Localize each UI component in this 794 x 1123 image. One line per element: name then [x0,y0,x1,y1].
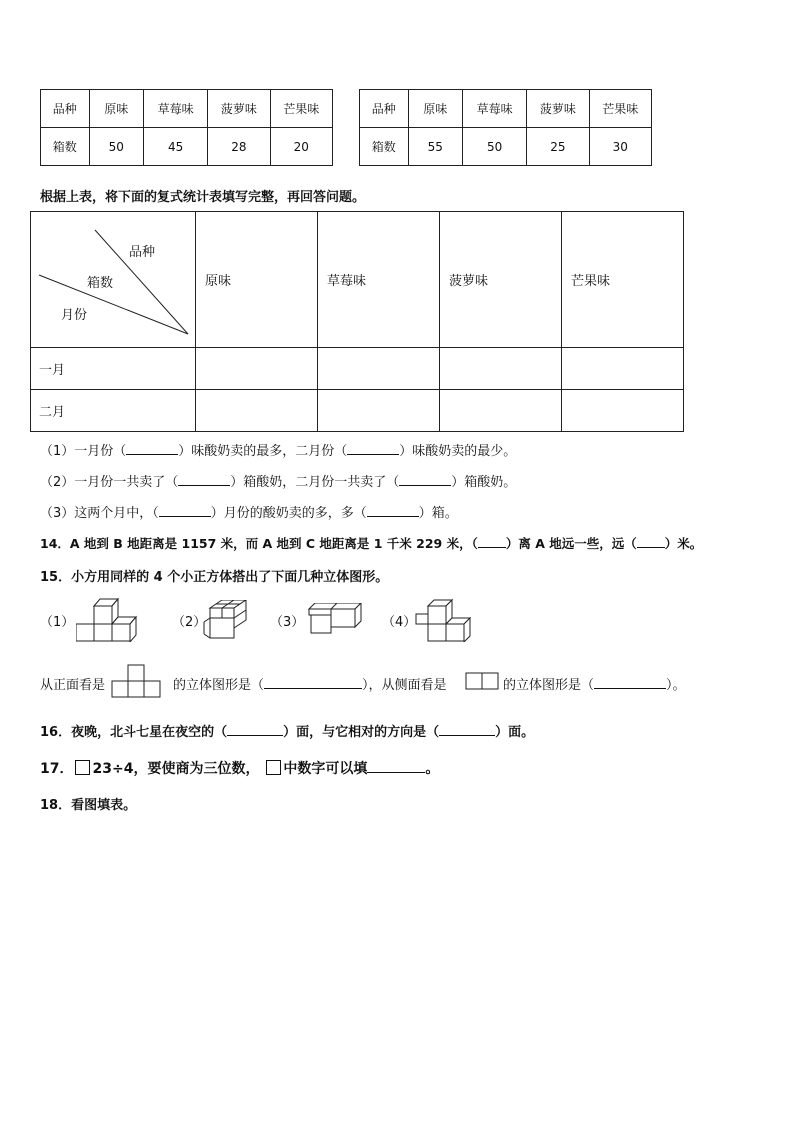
column-header: 菠萝味 [440,212,562,348]
answer-cell[interactable] [318,390,440,432]
table-row [31,390,684,432]
diag-label-month: 月份 [61,308,88,323]
answer-blank[interactable] [478,536,506,548]
table-cell: 箱数 [360,128,409,166]
table-cell: 28 [208,128,270,166]
table-cell: 55 [408,128,462,166]
row-header: 一月 [31,348,196,390]
cube-figure-3 [303,603,363,635]
table-cell: 原味 [89,90,143,128]
answer-blank[interactable] [126,443,178,455]
table-cell: 芒果味 [270,90,332,128]
front-view-text: 从正面看是 [40,678,106,693]
q13-part2: （2）一月份一共卖了（ ）箱酸奶，二月份一共卖了（ ）箱酸奶。 [40,475,517,490]
table-cell: 草莓味 [462,90,526,128]
answer-cell[interactable] [318,348,440,390]
table-cell: 50 [89,128,143,166]
answer-blank[interactable] [367,505,419,517]
table-row [41,128,333,166]
digit-box[interactable] [266,760,281,775]
table-header-row [31,212,684,348]
figure-label: （2） [172,615,207,630]
figure-label: （1） [40,615,75,630]
column-header: 草莓味 [318,212,440,348]
row-header: 二月 [31,390,196,432]
february-table [359,89,652,166]
diag-label-boxes: 箱数 [87,276,114,291]
answer-cell[interactable] [562,390,684,432]
table-cell: 菠萝味 [208,90,270,128]
january-table [40,89,333,166]
diagonal-header-cell [31,212,196,348]
q13-part3: （3）这两个月中，（ ）月份的酸奶卖的多，多（ ）箱。 [40,506,458,521]
table-cell: 30 [589,128,651,166]
table-cell: 50 [462,128,526,166]
answer-blank[interactable] [178,474,230,486]
cube-figure-4 [414,598,472,642]
q17: 17． 23÷4，要使商为三位数， 中数字可以填 。 [40,761,440,777]
answer-cell[interactable] [440,390,562,432]
figure-label: （3） [270,615,305,630]
answer-cell[interactable] [440,348,562,390]
q13-part1: （1）一月份（ ）味酸奶卖的最多，二月份（ ）味酸奶卖的最少。 [40,444,517,459]
q14: 14．A 地到 B 地距离是 1157 米，而 A 地到 C 地距离是 1 千米 229 米，（ ）离 A 地远一些，远（ ）米。 [40,536,703,551]
table-cell: 芒果味 [589,90,651,128]
table-cell: 箱数 [41,128,90,166]
answer-cell[interactable] [196,348,318,390]
answer-blank[interactable] [367,761,425,773]
q16: 16．夜晚，北斗七星在夜空的（ ）面，与它相对的方向是（ ）面。 [40,725,535,740]
answer-blank[interactable] [264,677,362,689]
side-view-shape [465,672,499,690]
q18: 18．看图填表。 [40,798,137,813]
digit-box[interactable] [75,760,90,775]
diag-label-variety: 品种 [129,245,156,260]
front-view-shape [111,664,161,698]
table-cell: 品种 [41,90,90,128]
table-row [41,90,333,128]
side-view-question: 的立体图形是（ ）。 [503,678,686,693]
answer-blank[interactable] [637,536,665,548]
cube-figure-2 [202,600,248,640]
cube-figure-1 [76,596,138,642]
column-header: 芒果味 [562,212,684,348]
diagonal-lines [31,212,196,348]
answer-blank[interactable] [399,474,451,486]
column-header: 原味 [196,212,318,348]
answer-cell[interactable] [562,348,684,390]
instruction-text: 根据上表，将下面的复式统计表填写完整，再回答问题。 [40,190,366,205]
answer-blank[interactable] [594,677,666,689]
answer-blank[interactable] [159,505,211,517]
table-row [360,128,652,166]
table-cell: 原味 [408,90,462,128]
answer-blank[interactable] [439,724,495,736]
table-cell: 品种 [360,90,409,128]
figure-label: （4） [382,615,417,630]
front-view-question: 的立体图形是（ ），从侧面看是 [173,678,447,693]
table-cell: 菠萝味 [527,90,589,128]
table-cell: 20 [270,128,332,166]
q15-text: 15．小方用同样的 4 个小正方体搭出了下面几种立体图形。 [40,570,389,585]
answer-cell[interactable] [196,390,318,432]
table-row [360,90,652,128]
answer-blank[interactable] [227,724,283,736]
compound-table [30,211,684,432]
table-cell: 45 [143,128,207,166]
table-cell: 草莓味 [143,90,207,128]
answer-blank[interactable] [347,443,399,455]
table-cell: 25 [527,128,589,166]
table-row [31,348,684,390]
